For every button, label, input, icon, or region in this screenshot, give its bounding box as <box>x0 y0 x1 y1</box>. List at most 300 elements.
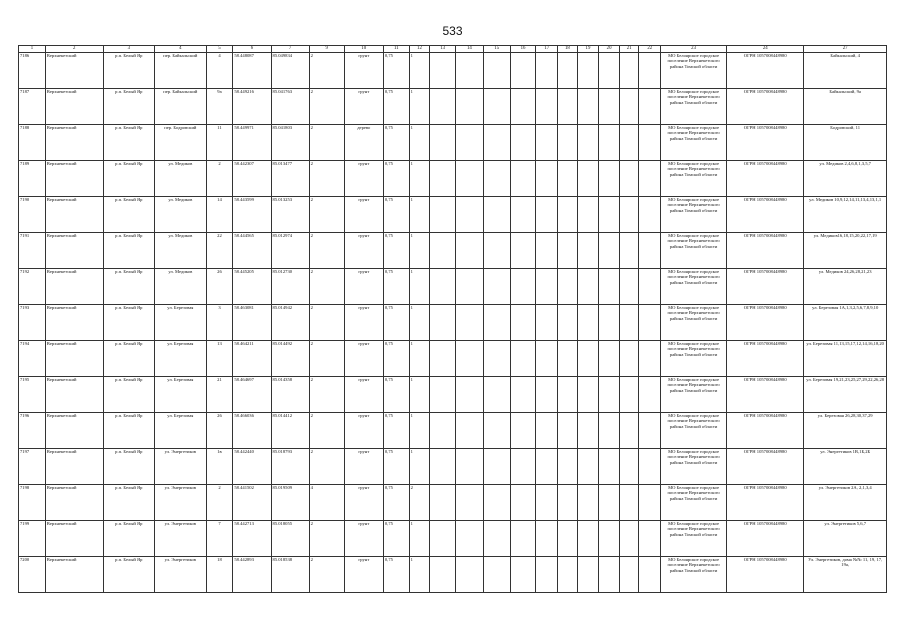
cell-owner: МО Белоярское городское поселение Верхнекетского района Томской области <box>661 557 727 593</box>
cell-lon: 85.018055 <box>271 521 309 557</box>
cell-surface: грунт <box>344 197 383 233</box>
cell-empty <box>619 305 639 341</box>
cell-empty <box>510 161 536 197</box>
cell-empty <box>639 557 661 593</box>
cell-empty <box>536 341 558 377</box>
column-header: 16 <box>510 46 536 53</box>
cell-surface: грунт <box>344 557 383 593</box>
column-header: 4 <box>155 46 207 53</box>
cell-empty <box>619 377 639 413</box>
cell-empty <box>599 125 620 161</box>
cell-lon: 85.014358 <box>271 377 309 413</box>
column-header: 20 <box>599 46 620 53</box>
cell-c9: 2 <box>309 341 344 377</box>
cell-empty <box>599 485 620 521</box>
cell-empty <box>483 341 510 377</box>
cell-empty <box>577 449 599 485</box>
table-row <box>19 89 887 125</box>
cell-empty <box>558 521 578 557</box>
cell-settlement: р.п. Белый Яр <box>103 233 155 269</box>
cell-empty <box>599 269 620 305</box>
cell-empty <box>639 197 661 233</box>
cell-c12: 1 <box>409 521 430 557</box>
cell-empty <box>558 53 578 89</box>
cell-lat: 58.442440 <box>233 449 271 485</box>
cell-empty <box>483 161 510 197</box>
cell-c11: 0,75 <box>383 197 409 233</box>
cell-empty <box>577 377 599 413</box>
cell-n: 7191 <box>19 233 46 269</box>
cell-lon: 85.014942 <box>271 305 309 341</box>
cell-surface: дерево <box>344 125 383 161</box>
cell-lat: 58.442893 <box>233 557 271 593</box>
cell-owner: МО Белоярское городское поселение Верхнекетского района Томской области <box>661 89 727 125</box>
cell-empty <box>483 485 510 521</box>
cell-settlement: р.п. Белый Яр <box>103 341 155 377</box>
cell-n: 7193 <box>19 305 46 341</box>
cell-settlement: р.п. Белый Яр <box>103 89 155 125</box>
cell-c9: 2 <box>309 521 344 557</box>
table-row <box>19 269 887 305</box>
cell-empty <box>599 305 620 341</box>
cell-empty <box>483 269 510 305</box>
cell-empty <box>510 233 536 269</box>
cell-empty <box>639 269 661 305</box>
cell-c12: 1 <box>409 197 430 233</box>
cell-empty <box>639 233 661 269</box>
cell-n: 7188 <box>19 125 46 161</box>
cell-empty <box>430 125 456 161</box>
cell-addresses: ул. Энергетиков 1В,1Б,2Б <box>804 449 887 485</box>
cell-empty <box>430 269 456 305</box>
cell-house: 22 <box>206 233 233 269</box>
table-row <box>19 125 887 161</box>
cell-empty <box>430 521 456 557</box>
cell-n: 7192 <box>19 269 46 305</box>
table-row <box>19 53 887 89</box>
cell-lat: 58.442307 <box>233 161 271 197</box>
cell-addresses: ул. Энергетиков 2А, 2,1,3,4 <box>804 485 887 521</box>
cell-house: 4 <box>206 53 233 89</box>
cell-surface: грунт <box>344 449 383 485</box>
cell-c12: 1 <box>409 305 430 341</box>
cell-street: ул. Березовая <box>155 341 207 377</box>
column-number-row <box>19 46 887 53</box>
cell-empty <box>639 89 661 125</box>
cell-c12: 1 <box>409 89 430 125</box>
cell-empty <box>577 413 599 449</box>
cell-street: пер. Бодровский <box>155 125 207 161</box>
cell-district: Верхнекетский <box>45 449 103 485</box>
cell-c11: 0,75 <box>383 269 409 305</box>
cell-lat: 58.466036 <box>233 413 271 449</box>
cell-settlement: р.п. Белый Яр <box>103 305 155 341</box>
cell-lat: 58.463081 <box>233 305 271 341</box>
cell-settlement: р.п. Белый Яр <box>103 413 155 449</box>
cell-c12: 1 <box>409 341 430 377</box>
cell-owner: МО Белоярское городское поселение Верхнекетского района Томской области <box>661 53 727 89</box>
cell-district: Верхнекетский <box>45 305 103 341</box>
cell-empty <box>483 197 510 233</box>
cell-district: Верхнекетский <box>45 233 103 269</box>
cell-empty <box>599 521 620 557</box>
cell-empty <box>456 233 484 269</box>
cell-empty <box>456 161 484 197</box>
cell-lon: 85.013253 <box>271 197 309 233</box>
cell-empty <box>558 341 578 377</box>
cell-house: 9а <box>206 89 233 125</box>
cell-empty <box>577 197 599 233</box>
cell-c12: 1 <box>409 161 430 197</box>
cell-lat: 58.444565 <box>233 233 271 269</box>
cell-settlement: р.п. Белый Яр <box>103 557 155 593</box>
column-header: 15 <box>483 46 510 53</box>
cell-district: Верхнекетский <box>45 521 103 557</box>
cell-house: 14 <box>206 197 233 233</box>
cell-district: Верхнекетский <box>45 53 103 89</box>
cell-lon: 85.019509 <box>271 485 309 521</box>
column-header: 1 <box>19 46 46 53</box>
cell-empty <box>639 413 661 449</box>
cell-c9: 2 <box>309 269 344 305</box>
cell-empty <box>558 125 578 161</box>
cell-settlement: р.п. Белый Яр <box>103 377 155 413</box>
cell-c9: 2 <box>309 197 344 233</box>
cell-empty <box>430 161 456 197</box>
cell-empty <box>456 377 484 413</box>
cell-empty <box>456 53 484 89</box>
cell-empty <box>558 485 578 521</box>
cell-c11: 0,75 <box>383 521 409 557</box>
column-header: 21 <box>619 46 639 53</box>
cell-empty <box>599 53 620 89</box>
cell-empty <box>456 557 484 593</box>
cell-addresses: ул. Медиков 24,26,28,21,23 <box>804 269 887 305</box>
cell-c9: 2 <box>309 413 344 449</box>
cell-c12: 1 <box>409 449 430 485</box>
cell-empty <box>577 233 599 269</box>
cell-c9: 2 <box>309 125 344 161</box>
cell-empty <box>619 233 639 269</box>
cell-owner: МО Белоярское городское поселение Верхнекетского района Томской области <box>661 413 727 449</box>
table-row <box>19 557 887 593</box>
cell-house: 7 <box>206 521 233 557</box>
cell-c11: 0,75 <box>383 449 409 485</box>
cell-empty <box>536 125 558 161</box>
cell-district: Верхнекетский <box>45 161 103 197</box>
cell-c9: 2 <box>309 377 344 413</box>
cell-addresses: Байкальский, 4 <box>804 53 887 89</box>
cell-empty <box>599 89 620 125</box>
cell-empty <box>619 557 639 593</box>
cell-owner: МО Белоярское городское поселение Верхнекетского района Томской области <box>661 305 727 341</box>
cell-lon: 85.013477 <box>271 161 309 197</box>
cell-empty <box>483 557 510 593</box>
cell-lon: 85.049834 <box>271 53 309 89</box>
column-header: 18 <box>558 46 578 53</box>
cell-district: Верхнекетский <box>45 125 103 161</box>
cell-empty <box>558 413 578 449</box>
cell-empty <box>536 53 558 89</box>
cell-street: ул. Березовая <box>155 413 207 449</box>
cell-c9: 4 <box>309 485 344 521</box>
cell-owner: МО Белоярское городское поселение Верхнекетского района Томской области <box>661 377 727 413</box>
cell-empty <box>483 521 510 557</box>
cell-lat: 58.442713 <box>233 521 271 557</box>
cell-empty <box>536 485 558 521</box>
cell-empty <box>619 125 639 161</box>
cell-owner: МО Белоярское городское поселение Верхнекетского района Томской области <box>661 197 727 233</box>
cell-empty <box>558 557 578 593</box>
cell-empty <box>639 53 661 89</box>
table-row <box>19 341 887 377</box>
cell-empty <box>536 377 558 413</box>
column-header: 24 <box>727 46 804 53</box>
cell-surface: грунт <box>344 485 383 521</box>
cell-surface: грунт <box>344 53 383 89</box>
cell-empty <box>510 125 536 161</box>
table-row <box>19 377 887 413</box>
cell-empty <box>510 341 536 377</box>
cell-empty <box>639 341 661 377</box>
cell-ogrn: ОГРН 1057008448980 <box>727 161 804 197</box>
cell-empty <box>430 377 456 413</box>
cell-surface: грунт <box>344 233 383 269</box>
cell-lat: 58.449971 <box>233 125 271 161</box>
cell-empty <box>558 161 578 197</box>
table-row <box>19 305 887 341</box>
cell-empty <box>599 233 620 269</box>
cell-c9: 2 <box>309 161 344 197</box>
cell-empty <box>430 305 456 341</box>
cell-owner: МО Белоярское городское поселение Верхнекетского района Томской области <box>661 269 727 305</box>
cell-lat: 58.464211 <box>233 341 271 377</box>
cell-empty <box>599 341 620 377</box>
cell-empty <box>483 377 510 413</box>
cell-empty <box>639 485 661 521</box>
cell-owner: МО Белоярское городское поселение Верхнекетского района Томской области <box>661 449 727 485</box>
cell-empty <box>536 197 558 233</box>
cell-empty <box>558 89 578 125</box>
cell-house: 13 <box>206 341 233 377</box>
cell-n: 7197 <box>19 449 46 485</box>
cell-empty <box>510 449 536 485</box>
cell-empty <box>577 485 599 521</box>
cell-surface: грунт <box>344 413 383 449</box>
cell-n: 7190 <box>19 197 46 233</box>
column-header: 14 <box>456 46 484 53</box>
cell-street: ул. Энергетиков <box>155 557 207 593</box>
cell-ogrn: ОГРН 1057008448980 <box>727 305 804 341</box>
cell-settlement: р.п. Белый Яр <box>103 197 155 233</box>
cell-street: ул. Медиков <box>155 161 207 197</box>
cell-empty <box>483 233 510 269</box>
cell-empty <box>430 485 456 521</box>
cell-street: ул. Березовая <box>155 305 207 341</box>
column-header: 19 <box>577 46 599 53</box>
cell-lon: 85.014412 <box>271 413 309 449</box>
column-header: 7 <box>271 46 309 53</box>
cell-house: 18 <box>206 557 233 593</box>
cell-ogrn: ОГРН 1057008448980 <box>727 125 804 161</box>
cell-house: 2 <box>206 485 233 521</box>
cell-empty <box>510 269 536 305</box>
cell-empty <box>536 413 558 449</box>
cell-lon: 85.041803 <box>271 125 309 161</box>
cell-lat: 58.445205 <box>233 269 271 305</box>
cell-empty <box>430 449 456 485</box>
column-header: 12 <box>409 46 430 53</box>
cell-empty <box>619 413 639 449</box>
cell-addresses: ул. Березовая 1А,1,3,2,5,6,7,8,9,10 <box>804 305 887 341</box>
column-header: 9 <box>309 46 344 53</box>
cell-ogrn: ОГРН 1057008448980 <box>727 89 804 125</box>
cell-addresses: ул. Медиков 2,4,6,8,1,3,5,7 <box>804 161 887 197</box>
cell-empty <box>599 377 620 413</box>
cell-addresses: ул. Медиков 10,9,12,14,11,13,4,13,1,1 <box>804 197 887 233</box>
cell-lon: 85.012974 <box>271 233 309 269</box>
cell-empty <box>599 197 620 233</box>
cell-empty <box>619 449 639 485</box>
cell-n: 7186 <box>19 53 46 89</box>
cell-empty <box>558 197 578 233</box>
cell-street: пер. Байкальский <box>155 89 207 125</box>
column-header: 2 <box>45 46 103 53</box>
cell-n: 7195 <box>19 377 46 413</box>
cell-empty <box>456 485 484 521</box>
cell-street: пер. Байкальский <box>155 53 207 89</box>
cell-settlement: р.п. Белый Яр <box>103 269 155 305</box>
column-header: 10 <box>344 46 383 53</box>
cell-empty <box>456 269 484 305</box>
cell-n: 7199 <box>19 521 46 557</box>
cell-district: Верхнекетский <box>45 377 103 413</box>
cell-c11: 0,75 <box>383 377 409 413</box>
cell-empty <box>483 305 510 341</box>
cell-addresses: Байкальский, 9а <box>804 89 887 125</box>
cell-district: Верхнекетский <box>45 269 103 305</box>
cell-surface: грунт <box>344 377 383 413</box>
cell-house: 21 <box>206 377 233 413</box>
cell-house: 1в <box>206 449 233 485</box>
cell-house: 2 <box>206 161 233 197</box>
cell-empty <box>599 413 620 449</box>
cell-addresses: ул. Березовая 19,21,23,25,27,29,22,26,28 <box>804 377 887 413</box>
cell-c11: 0,75 <box>383 485 409 521</box>
cell-surface: грунт <box>344 305 383 341</box>
cell-empty <box>639 125 661 161</box>
cell-empty <box>558 233 578 269</box>
cell-street: ул. Энергетиков <box>155 485 207 521</box>
cell-c12: 1 <box>409 233 430 269</box>
cell-empty <box>430 557 456 593</box>
cell-settlement: р.п. Белый Яр <box>103 161 155 197</box>
cell-empty <box>639 449 661 485</box>
cell-empty <box>558 449 578 485</box>
cell-owner: МО Белоярское городское поселение Верхнекетского района Томской области <box>661 233 727 269</box>
cell-empty <box>577 125 599 161</box>
cell-empty <box>536 557 558 593</box>
cell-c12: 1 <box>409 269 430 305</box>
cell-ogrn: ОГРН 1057008448980 <box>727 449 804 485</box>
cell-house: 26 <box>206 269 233 305</box>
cell-empty <box>430 233 456 269</box>
cell-empty <box>536 449 558 485</box>
cell-empty <box>577 557 599 593</box>
cell-c12: 1 <box>409 413 430 449</box>
cell-ogrn: ОГРН 1057008448980 <box>727 521 804 557</box>
cell-empty <box>577 161 599 197</box>
cell-owner: МО Белоярское городское поселение Верхнекетского района Томской области <box>661 125 727 161</box>
cell-empty <box>510 197 536 233</box>
cell-empty <box>456 521 484 557</box>
cell-c11: 0,75 <box>383 557 409 593</box>
cell-n: 7198 <box>19 485 46 521</box>
cell-empty <box>510 377 536 413</box>
cell-n: 7187 <box>19 89 46 125</box>
cell-empty <box>456 89 484 125</box>
cell-empty <box>483 413 510 449</box>
cell-lon: 85.012730 <box>271 269 309 305</box>
cell-empty <box>510 89 536 125</box>
column-header: 22 <box>639 46 661 53</box>
cell-c9: 2 <box>309 233 344 269</box>
cell-empty <box>577 89 599 125</box>
table-row <box>19 197 887 233</box>
cell-c9: 2 <box>309 53 344 89</box>
cell-empty <box>639 305 661 341</box>
cell-empty <box>456 197 484 233</box>
cell-empty <box>619 341 639 377</box>
column-header: 5 <box>206 46 233 53</box>
cell-empty <box>639 377 661 413</box>
cell-lat: 58.443599 <box>233 197 271 233</box>
cell-settlement: р.п. Белый Яр <box>103 125 155 161</box>
cell-lat: 58.448087 <box>233 53 271 89</box>
cell-surface: грунт <box>344 161 383 197</box>
cell-c11: 0,75 <box>383 305 409 341</box>
cell-house: 11 <box>206 125 233 161</box>
cell-empty <box>510 305 536 341</box>
cell-street: ул. Энергетиков <box>155 521 207 557</box>
cell-empty <box>510 557 536 593</box>
cell-lon: 85.014492 <box>271 341 309 377</box>
cell-empty <box>430 53 456 89</box>
cell-empty <box>536 161 558 197</box>
cell-addresses: ул. Энергетиков 5,6,7 <box>804 521 887 557</box>
cell-c9: 2 <box>309 449 344 485</box>
cell-c12: 1 <box>409 557 430 593</box>
cell-lon: 85.018793 <box>271 449 309 485</box>
column-header: 13 <box>430 46 456 53</box>
column-header: 23 <box>661 46 727 53</box>
cell-lat: 58.449216 <box>233 89 271 125</box>
cell-owner: МО Белоярское городское поселение Верхнекетского района Томской области <box>661 161 727 197</box>
cell-settlement: р.п. Белый Яр <box>103 449 155 485</box>
cell-empty <box>639 161 661 197</box>
cell-empty <box>510 485 536 521</box>
cell-empty <box>599 161 620 197</box>
cell-empty <box>430 341 456 377</box>
cell-empty <box>619 89 639 125</box>
cell-c12: 2 <box>409 485 430 521</box>
cell-empty <box>510 521 536 557</box>
cell-c11: 0,75 <box>383 413 409 449</box>
table-row <box>19 521 887 557</box>
cell-street: ул. Медиков <box>155 197 207 233</box>
cell-n: 7196 <box>19 413 46 449</box>
cell-lon: 85.041763 <box>271 89 309 125</box>
